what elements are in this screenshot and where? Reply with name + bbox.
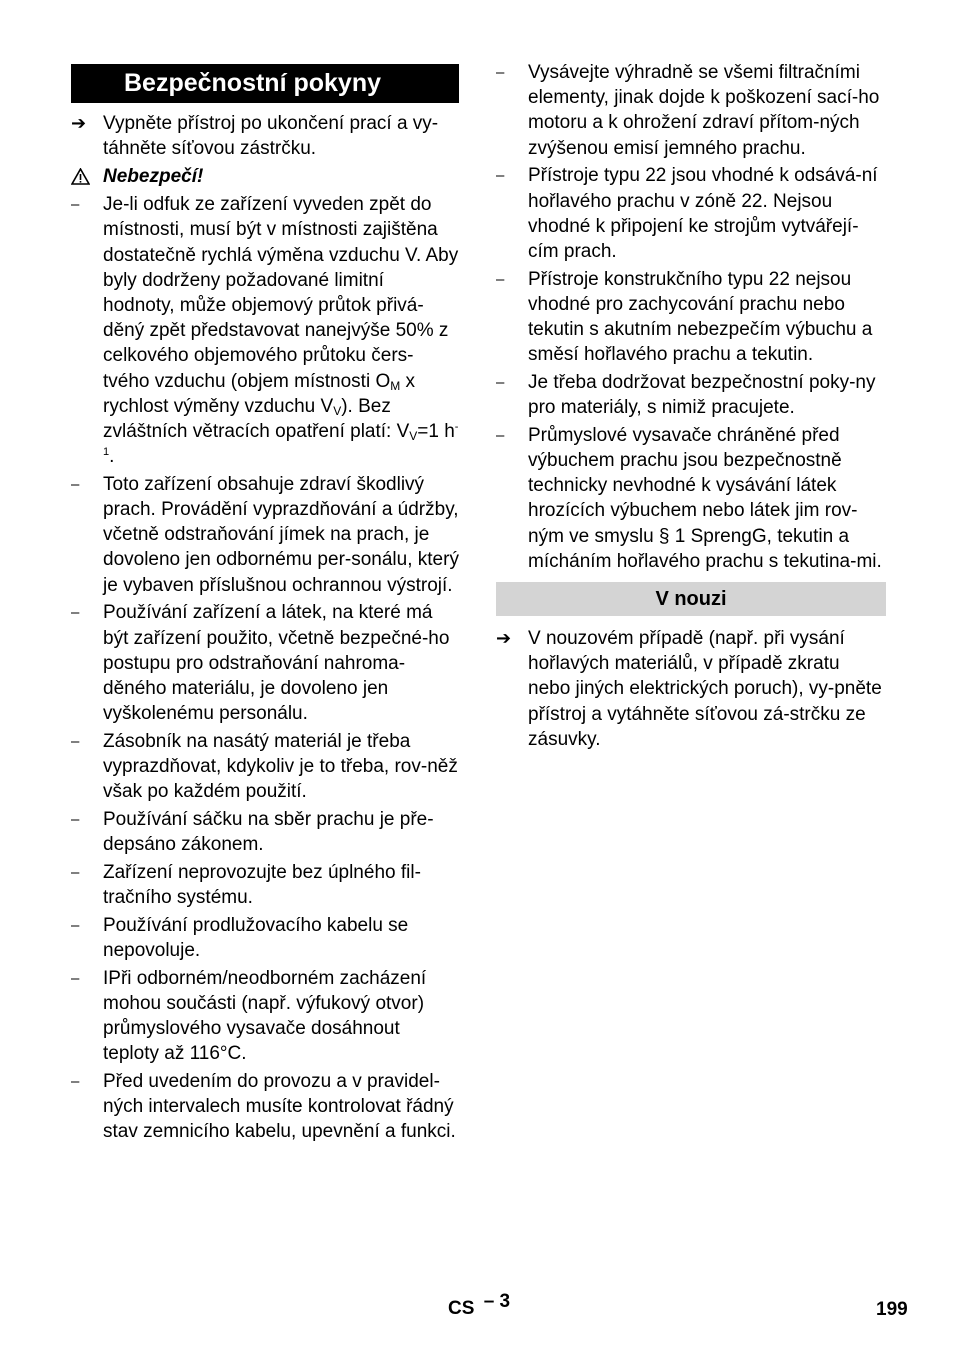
list-item-text: Je-li odfuk ze zařízení vyveden zpět do místnosti, musí být v místnosti zajištěna dostatečně rychlá výměna vzduchu V. Aby byly dodrženy požadované limitní hodnoty, může objemový průtok přivá-děný zpět představovat nanejvýše 50% z celkového objemového průtoku čers-tvého vzduchu (objem místnosti $O_M$ x rychlost výměny vzduchu $V_V$). Bez zvláštních větracích opatření platí: $V_V=1$ $h^{-1}$. [103, 194, 459, 468]
footer-section-label [448, 1291, 511, 1321]
list-item [496, 60, 886, 161]
dash-marker: – [496, 426, 505, 444]
list-item-text: Zásobník na nasátý materiál je třeba vyprazdňovat, kdykoliv je to třeba, rov-něž však po každém použití. [103, 730, 458, 803]
warning-label: Nebezpečí! [103, 165, 204, 187]
list-item-text: Je třeba dodržovat bezpečnostní poky-ny pro materiály, s nimiž pracujete. [528, 371, 876, 419]
dash-marker: – [71, 810, 80, 828]
list-item [71, 600, 459, 726]
dash-marker: – [71, 475, 80, 493]
list-item [71, 860, 459, 910]
list-item [71, 729, 459, 805]
list-item [71, 913, 459, 963]
warning-triangle-icon [71, 167, 90, 192]
list-item [496, 163, 886, 264]
dash-marker: – [71, 969, 80, 987]
dash-marker: – [71, 196, 80, 214]
list-item-text: Vysávejte výhradně se všemi filtračními elementy, jinak dojde k poškození sací-ho motoru a k ohrožení zdraví přítom-ných zvýšenou emisí jemného prachu. [528, 62, 880, 159]
dash-marker: – [496, 167, 505, 185]
dash-marker: – [71, 604, 80, 622]
list-item-text: IPři odborném/neodborném zacházení mohou součásti (např. výfukový otvor) průmyslového vysavače dosáhnout teploty až 116°C. [103, 967, 427, 1065]
arrow-right-icon: ➔ [496, 628, 512, 649]
footer-section-page: – 3 [483, 1291, 511, 1312]
list-item-text: Přístroje typu 22 jsou vhodné k odsává-ní hořlavého prachu v zóně 22. Nejsou vhodné k připojení ke strojům vytvářejí-cím prach. [528, 165, 878, 262]
dash-marker: – [71, 732, 80, 750]
dash-marker: – [71, 863, 80, 881]
instruction-item [496, 626, 886, 752]
dash-marker: – [496, 373, 505, 391]
list-item-text: Používání zařízení a látek, na které má být zařízení použito, včetně bezpečné-ho postupu pro odstraňování nahroma-děného materiálu, je dovoleno jen vyškolenému personálu. [103, 602, 450, 725]
danger-warning [71, 164, 459, 189]
section-heading-emergency: V nouzi [496, 582, 886, 616]
list-item-text: Používání sáčku na sběr prachu je pře-depsáno zákonem. [103, 808, 434, 856]
list-item [71, 192, 459, 469]
list-item-text: Před uvedením do provozu a v pravidel-ných intervalech musíte kontrolovat řádný stav zemnicího kabelu, upevnění a funkci. [103, 1071, 456, 1143]
list-item-text: Přístroje konstrukčního typu 22 nejsou vhodné pro zachycování prachu nebo tekutin s akutním nebezpečím výbuchu a směsí hořlavého prachu a tekutin. [528, 268, 873, 366]
instruction-text: Vypněte přístroj po ukončení prací a vy-táhněte síťovou zástrčku. [103, 113, 439, 160]
list-item [496, 423, 886, 574]
left-column [71, 60, 459, 1147]
footer-lang: CS [448, 1298, 475, 1319]
list-item [71, 966, 459, 1067]
list-item-text: Zařízení neprovozujte bez úplného fil-tračního systému. [103, 861, 421, 909]
dash-marker: – [71, 1073, 80, 1091]
list-item-text: Průmyslové vysavače chráněné před výbuchem prachu jsou bezpečnostně technicky nevhodné k vysávání látek hrozících výbuchem nebo látek jim rov-ným ve smyslu § 1 SprengG, tekutin a mícháním hořlavého prachu s tekutina-mi. [528, 424, 882, 572]
instruction-item [71, 111, 459, 161]
arrow-right-icon: ➔ [71, 113, 87, 133]
list-item-text: Používání prodlužovacího kabelu se nepovoluje. [103, 914, 409, 961]
right-column [496, 60, 886, 755]
list-item [496, 370, 886, 420]
list-item-text: Toto zařízení obsahuje zdraví škodlivý prach. Provádění vyprazdňování a údržby, včetně odstraňování jímek na prach, je dovoleno jen odbornému per-sonálu, který je vybaven příslušnou ochrannou výstrojí. [103, 473, 459, 596]
dash-marker: – [496, 64, 505, 81]
list-item [71, 807, 459, 857]
dash-marker: – [496, 270, 505, 288]
list-item [496, 267, 886, 368]
instruction-text: V nouzovém případě (např. při vysání hořlavých materiálů, v případě zkratu nebo jiných elektrických poruch), vy-pněte přístroj a vytáhněte síťovou zá-strčku ze zásuvky. [528, 628, 882, 750]
list-item [71, 472, 459, 598]
page-number: 199 [876, 1299, 908, 1320]
section-heading-safety: Bezpečnostní pokyny [71, 64, 459, 103]
dash-marker: – [71, 916, 80, 934]
list-item [71, 1069, 459, 1145]
